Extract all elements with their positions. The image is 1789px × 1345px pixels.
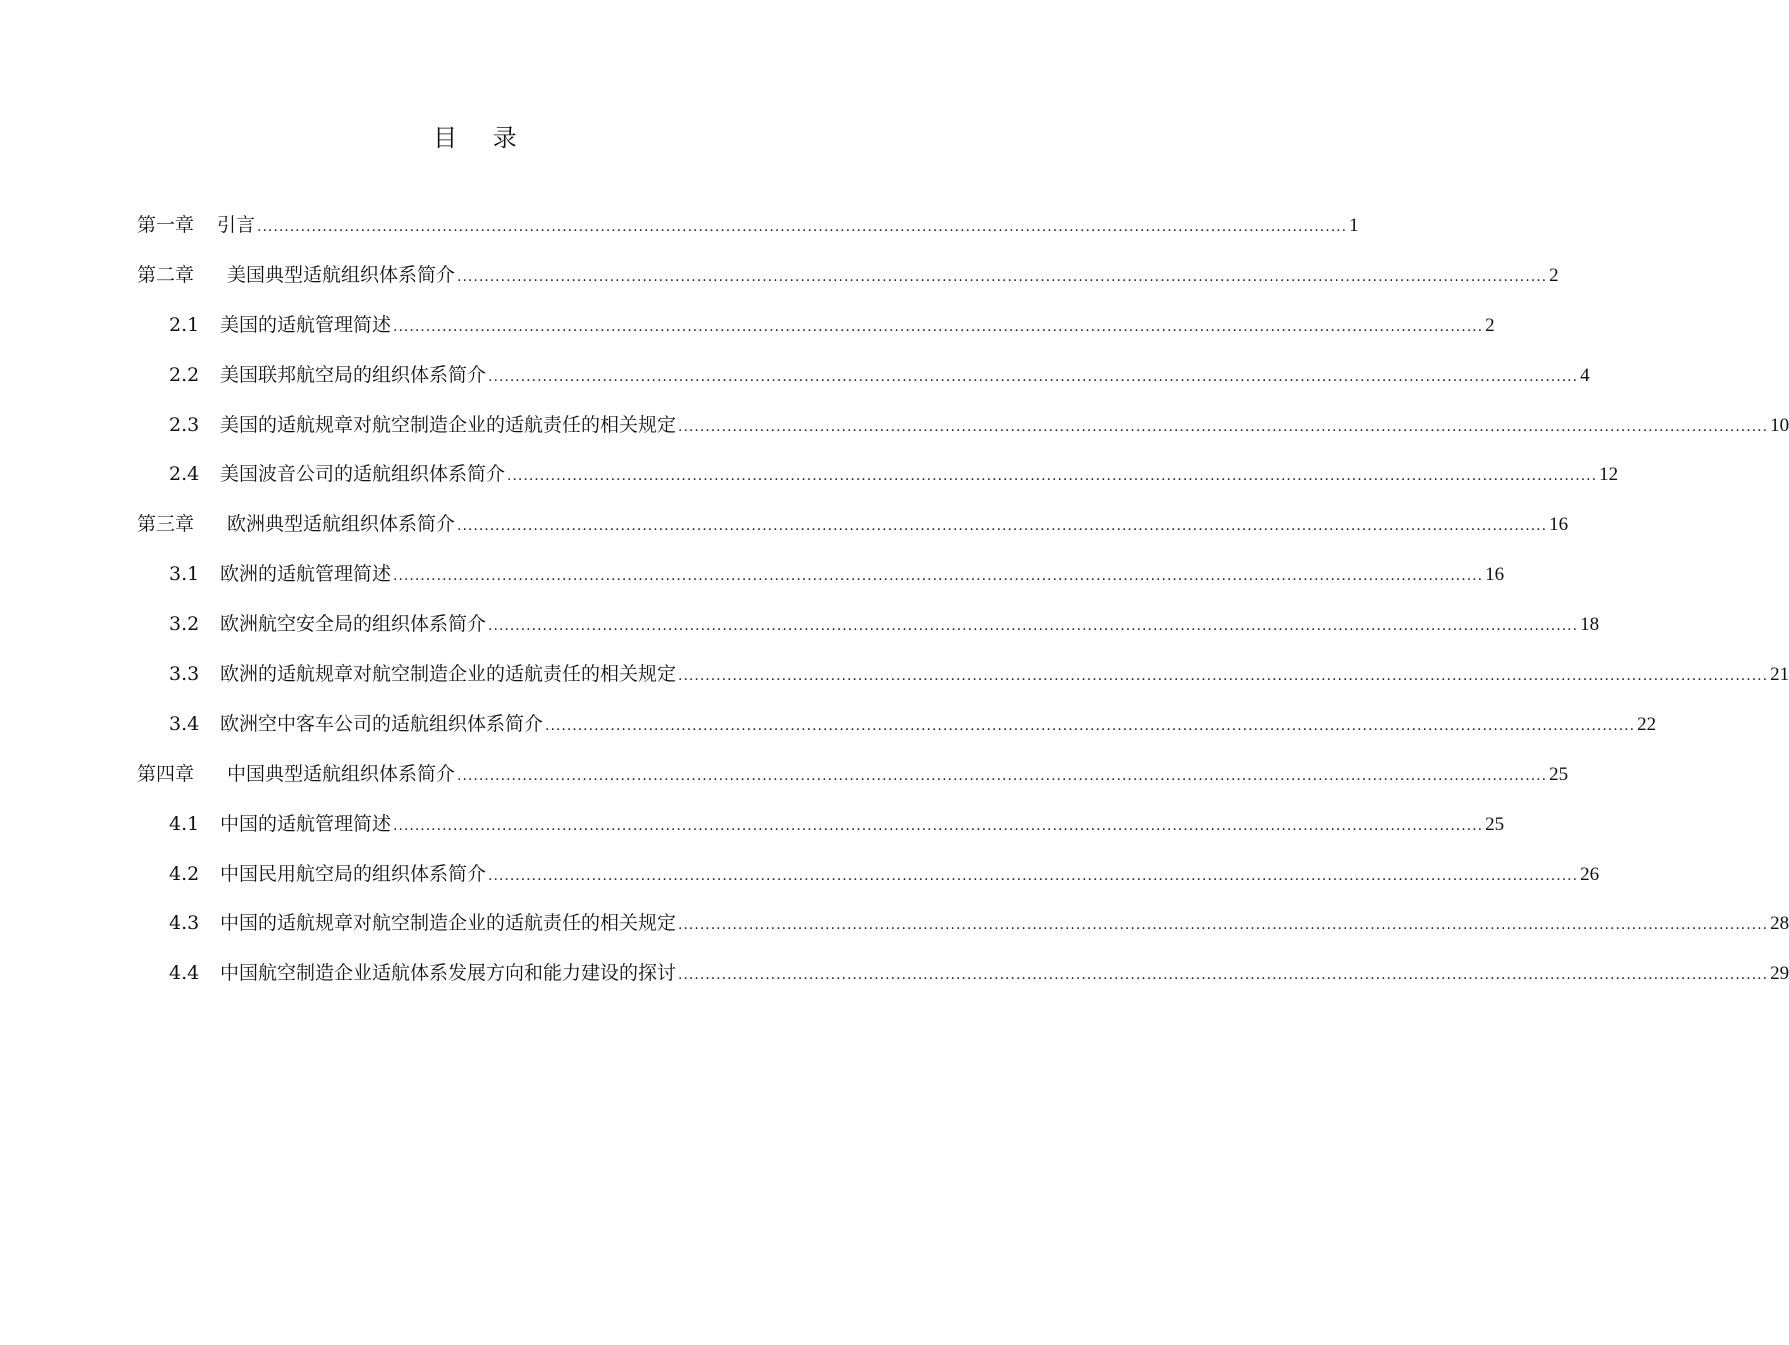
toc-entry-page: 10 <box>1770 414 1789 436</box>
toc-entry-number: 3.2 <box>169 613 200 636</box>
toc-entry-title: 中国民用航空局的组织体系简介 <box>220 862 487 885</box>
toc-entry-title: 美国联邦航空局的组织体系简介 <box>220 363 487 386</box>
toc-entry-number: 4.3 <box>169 912 200 935</box>
toc-entry-page: 21 <box>1770 664 1789 686</box>
toc-entry-number: 第二章 <box>137 263 195 286</box>
toc-entry-page: 12 <box>1599 464 1619 486</box>
toc-entry[interactable] <box>137 553 1505 603</box>
toc-entry[interactable] <box>137 952 1789 1002</box>
toc-entry-title: 中国的适航规章对航空制造企业的适航责任的相关规定 <box>220 912 677 935</box>
toc-entry-number: 2.4 <box>169 463 200 486</box>
toc-entry-number: 第三章 <box>137 513 195 536</box>
toc-dot-leader: ........................................................................................................................................................................................................ <box>488 368 1579 385</box>
toc-entry[interactable] <box>137 354 1590 404</box>
toc-entry-page: 2 <box>1549 264 1559 286</box>
toc-entry-title: 欧洲典型适航组织体系简介 <box>227 513 456 536</box>
toc-entry-title: 中国典型适航组织体系简介 <box>227 762 456 785</box>
toc-entry[interactable] <box>137 653 1789 703</box>
toc-entry-page: 29 <box>1770 963 1789 985</box>
toc-entry-title: 美国波音公司的适航组织体系简介 <box>220 463 506 486</box>
toc-dot-leader: ........................................................................................................................................................................................................ <box>393 817 1484 834</box>
toc-entry-page: 2 <box>1485 314 1495 336</box>
toc-dot-leader: ........................................................................................................................................................................................................ <box>488 618 1579 635</box>
toc-entry-title: 美国典型适航组织体系简介 <box>227 263 456 286</box>
toc-entry-page: 22 <box>1637 713 1657 735</box>
page-title: 目 录 <box>433 124 531 152</box>
toc-entry-title: 欧洲空中客车公司的适航组织体系简介 <box>220 712 544 735</box>
toc-entry-page: 1 <box>1349 215 1359 236</box>
toc-entry-page: 16 <box>1549 514 1569 536</box>
toc-entry-page: 25 <box>1485 813 1505 835</box>
toc-entry-number: 第一章 <box>137 214 195 236</box>
toc-entry-title: 欧洲的适航规章对航空制造企业的适航责任的相关规定 <box>220 663 677 686</box>
toc-entry-title: 中国的适航管理简述 <box>220 812 392 835</box>
toc-dot-leader: ........................................................................................................................................................................................................ <box>678 967 1769 984</box>
toc-entry-number: 3.4 <box>169 712 200 735</box>
toc-entry-number: 第四章 <box>137 762 195 785</box>
toc-entry-page: 25 <box>1549 763 1569 785</box>
toc-entry[interactable] <box>137 803 1505 853</box>
toc-dot-leader: ........................................................................................................................................................................................................ <box>457 268 1548 285</box>
toc-entry[interactable] <box>137 204 1359 254</box>
toc-entry-title: 引言 <box>217 214 256 236</box>
toc-dot-leader: ........................................................................................................................................................................................................ <box>507 468 1598 485</box>
toc-dot-leader: ........................................................................................................................................................................................................ <box>678 668 1769 685</box>
toc-entry-number: 4.2 <box>169 862 200 885</box>
toc-dot-leader: ........................................................................................................................................................................................................ <box>545 717 1636 734</box>
toc-entry-page: 28 <box>1770 913 1789 935</box>
toc-entry[interactable] <box>137 902 1789 952</box>
toc-entry-number: 2.2 <box>169 363 200 386</box>
toc-entry-title: 美国的适航规章对航空制造企业的适航责任的相关规定 <box>220 413 677 436</box>
toc-entry[interactable] <box>137 254 1559 304</box>
toc-entry-page: 16 <box>1485 564 1505 586</box>
toc-entry-title: 美国的适航管理简述 <box>220 313 392 336</box>
toc-entry-number: 2.3 <box>169 413 200 436</box>
toc-entry-number: 2.1 <box>169 313 200 336</box>
toc-dot-leader: ........................................................................................................................................................................................................ <box>488 867 1579 884</box>
toc-dot-leader: ........................................................................................................................................................................................................ <box>678 418 1769 435</box>
table-of-contents <box>137 204 1789 1002</box>
toc-entry[interactable] <box>137 453 1619 503</box>
toc-entry[interactable] <box>137 603 1600 653</box>
toc-entry[interactable] <box>137 404 1789 454</box>
toc-entry[interactable] <box>137 304 1495 354</box>
toc-entry-page: 4 <box>1580 364 1590 386</box>
toc-entry[interactable] <box>137 703 1657 753</box>
toc-entry-title: 中国航空制造企业适航体系发展方向和能力建设的探讨 <box>220 962 677 985</box>
toc-dot-leader: ........................................................................................................................................................................................................ <box>393 568 1484 585</box>
toc-entry-page: 18 <box>1580 614 1600 636</box>
toc-entry[interactable] <box>137 853 1600 903</box>
toc-entry[interactable] <box>137 503 1569 553</box>
toc-entry-title: 欧洲的适航管理简述 <box>220 563 392 586</box>
toc-entry-page: 26 <box>1580 863 1600 885</box>
toc-dot-leader: ........................................................................................................................................................................................................ <box>393 318 1484 335</box>
toc-dot-leader: ........................................................................................................................................................................................................ <box>457 767 1548 784</box>
toc-dot-leader: ........................................................................................................................................................................................................ <box>678 917 1769 934</box>
toc-entry-number: 3.3 <box>169 663 200 686</box>
toc-entry-title: 欧洲航空安全局的组织体系简介 <box>220 613 487 636</box>
toc-entry-number: 3.1 <box>169 563 200 586</box>
toc-dot-leader: ........................................................................................................................................................................................................ <box>457 518 1548 535</box>
toc-entry-number: 4.4 <box>169 962 200 985</box>
toc-dot-leader: ........................................................................................................................................................................................................ <box>257 219 1348 235</box>
toc-entry[interactable] <box>137 753 1569 803</box>
toc-entry-number: 4.1 <box>169 812 200 835</box>
